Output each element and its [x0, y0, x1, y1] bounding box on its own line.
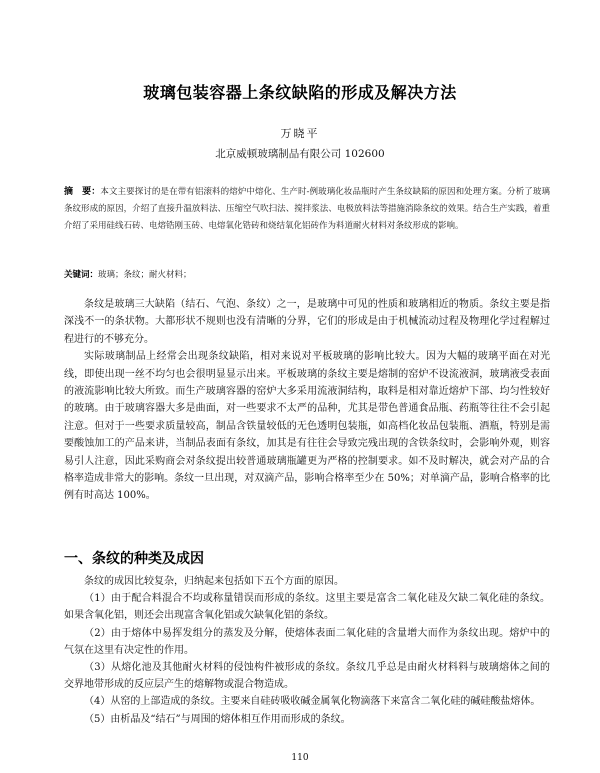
introduction [64, 296, 550, 505]
author-name: 万晓平 [280, 127, 320, 140]
section-body [64, 573, 550, 728]
section-paragraph: （4）从窑的上部造成的条纹。主要来自硅砖吸收碱金属氧化物滴落下来富含二氧化硅的碱硅酸盐熔体。 [84, 696, 541, 708]
section-paragraph: （5）由析晶及“结石”与周围的熔体相互作用而形成的条纹。 [84, 713, 351, 725]
intro-paragraph: 实际玻璃制品上经常会出现条纹缺陷，相对来说对平板玻璃的影响比较大。因为大幅的玻璃平面在对光线，即使出现一丝不均匀也会很明显显示出来。平板玻璃的条纹主要是熔制的窑炉不设流液洞，玻璃液受表面的液流影响比较大所致。而生产玻璃容器的窑炉大多采用流液洞结构，取料是相对靠近熔炉下部、均匀性较好的玻璃。由于玻璃容器大多是曲面，对一些要求不太严的品种，尤其是带色普通食品瓶、药瓶等往往不会引起注意。但对于一些要求质量较高，制品含铁量较低的无色透明包装瓶，如高档化妆品包装瓶、酒瓶，特别是需要酸蚀加工的产品来讲，当制品表面有条纹，加其是有往往会导致完残出现的含铁条纹时，会影响外观，则容易引人注意，因此采购商会对条纹提出较普通玻璃瓶罐更为严格的控制要求。如不及时解决，就会对产品的合格率造成非常大的影响。条纹一旦出现，对双滴产品，影响合格率至少在 50%；对单滴产品，影响合格率的比例有时高达 100%。 [64, 351, 550, 502]
intro-paragraph: 条纹是玻璃三大缺陷（结石、气泡、条纹）之一，是玻璃中可见的性质和玻璃相近的物质。条纹主要是指深浅不一的条状物。大都形状不规则也没有清晰的分界，它们的形成是由于机械流动过程及物理化学过程解过程进行的不够充分。 [64, 299, 550, 345]
keywords [64, 268, 550, 280]
abstract-text: 本文主要探讨的是在带有铝滚料的熔炉中熔化、生产时-例玻璃化妆品瓶时产生条纹缺陷的原因和处理方案。分析了玻璃条纹形成的原因，介绍了直接升温放料法、压缩空气吹扫法、搅拌浆法、电极放料法等措施消除条纹的效果。结合生产实践，着重介绍了采用硅线石砖、电熔锆刚玉砖、电熔氧化锆砖和烧结氧化铝砖作为料道耐火材料对条纹形成的影响。 [64, 187, 550, 231]
abstract-label: 摘 要： [64, 187, 101, 197]
keywords-text: 玻璃；条纹；耐火材料； [98, 270, 192, 280]
paper-title: 玻璃包装容器上条纹缺陷的形成及解决方法 [143, 83, 457, 102]
author-affiliation: 北京威顿玻璃制品有限公司 102600 [215, 148, 385, 160]
section-paragraph: （3）从熔化池及其他耐火材料的侵蚀构件被形成的条纹。条纹几乎总是由耐火材料料与玻璃熔体之间的交界地带形成的反应层产生的熔解物或混合物造成。 [64, 662, 550, 691]
page-number: 110 [291, 753, 309, 763]
section-paragraph: 条纹的成因比较复杂，归纳起来包括如下五个方面的原因。 [84, 576, 344, 587]
keywords-label: 关键词： [64, 270, 99, 280]
abstract [64, 184, 550, 235]
section-heading: 一、条纹的种类及成因 [64, 551, 204, 567]
section-paragraph: （2）由于熔体中易挥发组分的蒸发及分解，使熔体表面二氧化硅的含量增大而作为条纹出现。熔炉中的气氛在这里有决定性的作用。 [64, 627, 550, 656]
section-paragraph: （1）由于配合料混合不均或称量错误而形成的条纹。这里主要是富含二氧化硅及欠缺二氧化硅的条纹。如果含氧化铝，则还会出现富含氧化铝或欠缺氧化铝的条纹。 [64, 593, 550, 622]
